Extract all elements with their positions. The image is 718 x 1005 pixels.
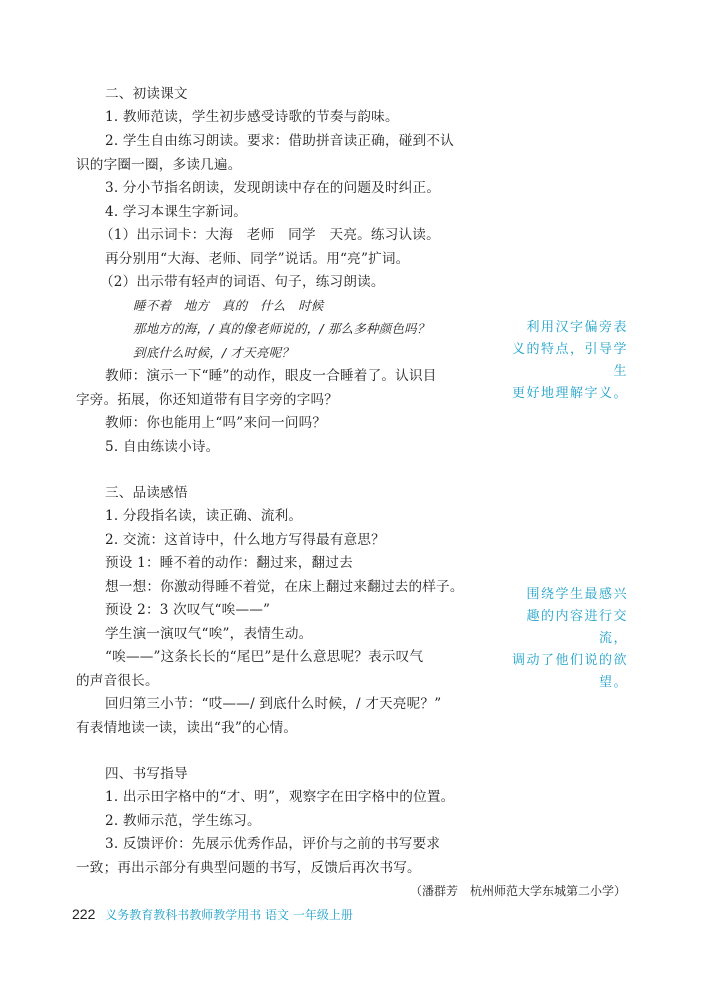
paragraph-line: 教师：演示一下“睡”的动作，眼皮一合睡着了。认识目 [105,368,437,384]
paragraph-line: 想一想：你激动得睡不着觉，在床上翻过来翻过去的样子。 [105,579,464,595]
paragraph-line: 3. 反馈评价：先展示优秀作品，评价与之前的书写要求 [105,836,441,852]
margin-note [498,317,628,405]
paragraph-line: 学生演一演叹气“唉”，表情生动。 [105,626,313,642]
paragraph-line: 1. 出示田字格中的“才、明”，观察字在田字格中的位置。 [105,789,455,805]
book-title: 义务教育教科书教师教学用书 语文 一年级上册 [105,908,353,922]
page-footer [72,906,353,923]
paragraph-line: 1. 分段指名读，读正确、流利。 [105,508,303,524]
paragraph-line: （2）出示带有轻声的词语、句子，练习朗读。 [100,274,385,290]
paragraph-line: 再分别用“大海、老师、同学”说话。用“亮”扩词。 [105,251,410,267]
poem-line: 那地方的海，/ 真的像老师说的，/ 那么多种颜色吗？ [133,321,430,336]
poem-line: 睡不着 地方 真的 什么 时候 [133,298,324,313]
paragraph-line: 字旁。拓展，你还知道带有目字旁的字吗？ [76,392,339,408]
note-line: 趣的内容进行交流， [526,609,628,646]
author-credit: （潘群芳 杭州师范大学东城第二小学） [410,884,627,898]
paragraph-line: 的声音很长。 [76,673,159,689]
paragraph-line: 回归第三小节：“哎——/ 到底什么时候，/ 才天亮呢？” [105,696,442,712]
margin-note [498,584,628,694]
paragraph-line: 一致；再出示部分有典型问题的书写，反馈后再次书写。 [76,860,421,876]
note-line: 利用汉字偏旁表 [526,320,628,335]
paragraph-line: 4. 学习本课生字新词。 [105,204,248,220]
section-title: 三、品读感悟 [105,485,188,501]
page-number: 222 [72,906,96,922]
paragraph-line: 预设 1：睡不着的动作：翻过来，翻过去 [105,555,353,571]
paragraph-line: 识的字圈一圈，多读几遍。 [76,157,242,173]
paragraph-line: 2. 教师示范，学生练习。 [105,813,261,829]
section-title: 二、初读课文 [105,86,188,102]
paragraph-line: 3. 分小节指名朗读，发现朗读中存在的问题及时纠正。 [105,180,441,196]
note-line: 围绕学生最感兴 [526,587,628,602]
poem-line: 到底什么时候，/ 才天亮呢？ [133,345,294,360]
section-title: 四、书写指导 [105,766,188,782]
note-line: 义的特点，引导学生 [511,342,628,379]
paragraph-line: 预设 2：3 次叹气“唉——” [105,602,271,618]
paragraph-line: 5. 自由练读小诗。 [105,439,220,455]
note-line: 调动了他们说的欲望。 [511,653,628,690]
paragraph-line: 教师：你也能用上“吗”来问一问吗？ [105,415,327,431]
paragraph-line: 2. 交流：这首诗中，什么地方写得最有意思？ [105,532,385,548]
paragraph-line: （1）出示词卡：大海 老师 同学 天亮。练习认读。 [100,227,440,243]
paragraph-line: 有表情地读一读，读出“我”的心情。 [76,720,298,736]
paragraph-line: 2. 学生自由练习朗读。要求：借助拼音读正确，碰到不认 [105,133,454,149]
paragraph-line: “唉——”这条长长的“尾巴”是什么意思呢？表示叹气 [105,649,424,665]
paragraph-line: 1. 教师范读，学生初步感受诗歌的节奏与韵味。 [105,109,399,125]
note-line: 更好地理解字义。 [511,386,628,401]
